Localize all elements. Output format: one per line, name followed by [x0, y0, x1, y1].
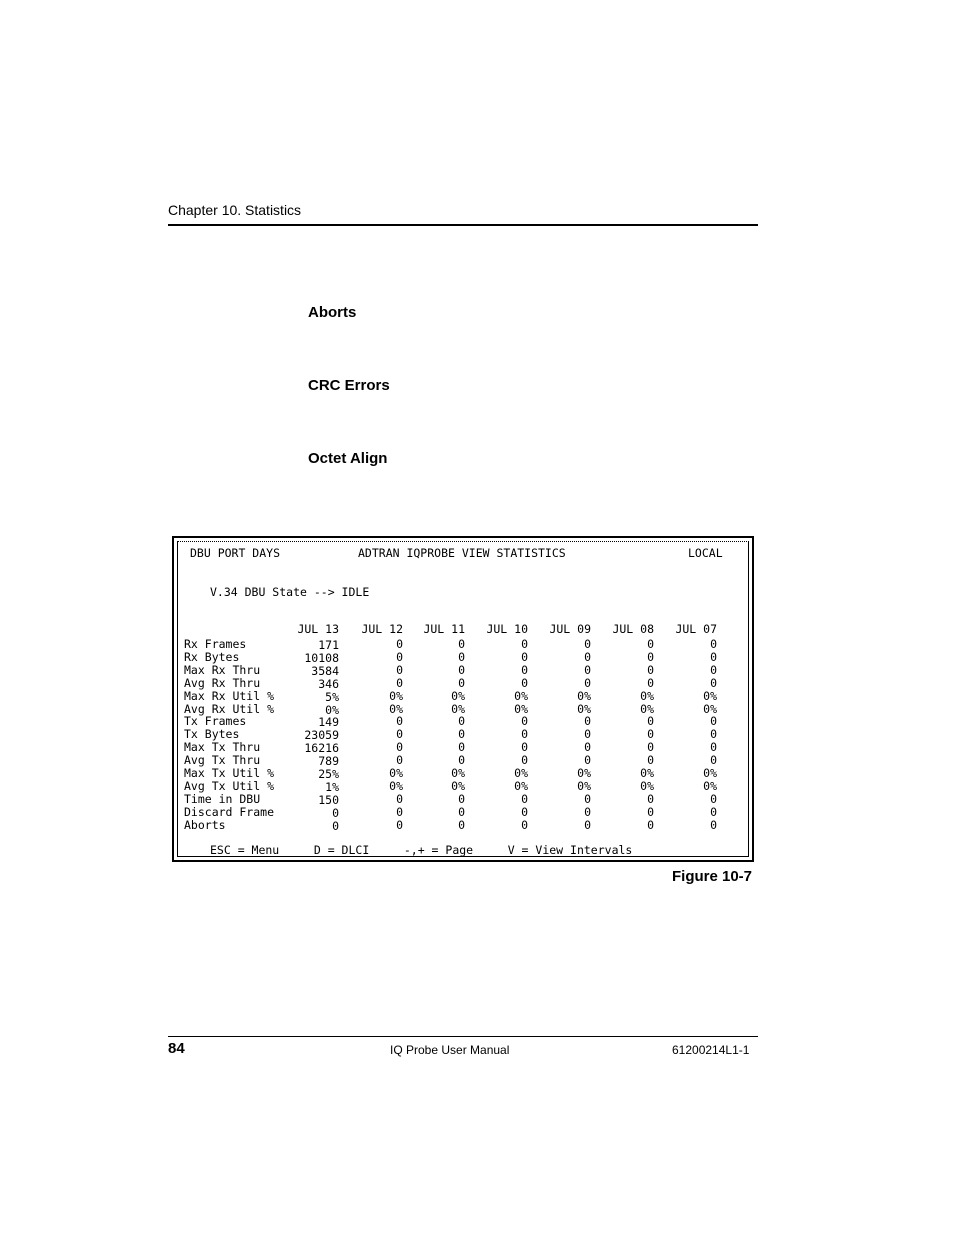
heading-octet-align: Octet Align — [308, 450, 388, 467]
heading-aborts: Aborts — [308, 304, 357, 321]
table-cell: 0 — [647, 804, 654, 819]
table-cell: 0% — [451, 766, 465, 780]
screen-title-center: ADTRAN IQPROBE VIEW STATISTICS — [358, 546, 566, 560]
table-cell: 0 — [332, 818, 339, 833]
table-cell: 0 — [396, 817, 403, 832]
row-label: Avg Tx Thru — [184, 753, 261, 768]
row-label: Rx Frames — [184, 637, 247, 651]
row-label: Aborts — [184, 817, 226, 832]
table-cell: 23059 — [304, 728, 339, 743]
table-cell: 0 — [458, 727, 465, 742]
table-cell: 0 — [521, 727, 528, 742]
table-cell: 0 — [584, 727, 591, 742]
table-cell: 0 — [396, 662, 403, 677]
table-cell: 5% — [325, 689, 339, 704]
table-cell: 0 — [584, 637, 591, 651]
table-cell: 0 — [584, 817, 591, 832]
table-cell: 0 — [521, 649, 528, 664]
table-cell: 0 — [647, 714, 654, 729]
table-cell: 0 — [396, 727, 403, 742]
chapter-header: Chapter 10. Statistics — [168, 202, 302, 218]
table-cell: 0 — [521, 753, 528, 768]
row-label: Max Rx Thru — [184, 662, 261, 677]
heading-crc-errors: CRC Errors — [308, 377, 390, 394]
table-cell: 0 — [458, 791, 465, 806]
table-cell: 0% — [451, 778, 465, 793]
table-cell: 0 — [332, 805, 339, 820]
table-cell: 0 — [396, 804, 403, 819]
table-cell: 0% — [577, 701, 591, 716]
column-header: JUL 08 — [612, 622, 654, 636]
table-cell: 0 — [584, 714, 591, 729]
table-cell: 16216 — [304, 741, 339, 756]
row-label: Max Tx Thru — [184, 740, 261, 755]
table-cell: 0 — [647, 649, 654, 664]
table-cell: 0 — [584, 649, 591, 664]
table-cell: 0% — [640, 766, 654, 780]
table-cell: 0 — [396, 675, 403, 690]
table-cell: 0% — [514, 766, 528, 780]
table-cell: 0% — [514, 778, 528, 793]
table-cell: 0% — [640, 778, 654, 793]
table-cell: 0 — [710, 804, 717, 819]
table-cell: 0% — [389, 688, 403, 703]
table-cell: 0 — [710, 740, 717, 755]
table-cell: 1% — [325, 779, 339, 794]
table-cell: 0% — [514, 688, 528, 703]
table-cell: 171 — [318, 638, 339, 652]
column-header: JUL 07 — [675, 622, 717, 636]
header-divider — [168, 224, 758, 226]
table-cell: 0 — [584, 662, 591, 677]
table-cell: 0 — [584, 791, 591, 806]
row-label: Rx Bytes — [184, 649, 240, 664]
table-cell: 346 — [318, 676, 339, 691]
table-cell: 0 — [710, 714, 717, 729]
table-cell: 0 — [521, 740, 528, 755]
row-label: Avg Tx Util % — [184, 778, 275, 793]
table-cell: 0 — [647, 675, 654, 690]
table-cell: 0 — [647, 817, 654, 832]
table-cell: 10108 — [304, 650, 339, 665]
row-label: Max Tx Util % — [184, 766, 275, 780]
table-cell: 0 — [710, 649, 717, 664]
row-label: Discard Frame — [184, 804, 275, 819]
table-cell: 0 — [521, 637, 528, 651]
table-cell: 0% — [451, 688, 465, 703]
table-cell: 0 — [521, 662, 528, 677]
screen-footer-keys: ESC = Menu D = DLCI -,+ = Page V = View Intervals — [210, 843, 633, 857]
table-cell: 0 — [710, 727, 717, 742]
table-cell: 0% — [514, 701, 528, 716]
table-cell: 3584 — [311, 663, 339, 678]
statistics-screen — [172, 536, 754, 862]
column-header: JUL 10 — [486, 622, 528, 636]
row-label: Avg Rx Util % — [184, 701, 275, 716]
row-label: Max Rx Util % — [184, 688, 275, 703]
table-cell: 0 — [458, 753, 465, 768]
table-cell: 0 — [647, 740, 654, 755]
page-number: 84 — [168, 1040, 185, 1057]
table-cell: 0 — [710, 753, 717, 768]
column-header: JUL 13 — [297, 622, 339, 636]
figure-caption: Figure 10-7 — [672, 868, 753, 885]
table-cell: 0% — [389, 766, 403, 780]
screen-title-right: LOCAL — [688, 546, 723, 560]
row-label: Time in DBU — [184, 791, 261, 806]
table-cell: 0 — [710, 675, 717, 690]
table-cell: 0 — [647, 727, 654, 742]
column-header: JUL 09 — [549, 622, 591, 636]
table-cell: 0 — [396, 649, 403, 664]
table-cell: 0 — [521, 804, 528, 819]
table-cell: 0 — [584, 804, 591, 819]
table-cell: 0% — [577, 688, 591, 703]
table-cell: 0 — [710, 791, 717, 806]
dbu-state-line: V.34 DBU State --> IDLE — [210, 585, 370, 599]
table-cell: 0 — [458, 675, 465, 690]
table-cell: 0% — [703, 701, 717, 716]
table-cell: 0% — [703, 778, 717, 793]
table-cell: 0% — [325, 702, 339, 717]
table-cell: 0 — [521, 675, 528, 690]
table-cell: 0% — [451, 701, 465, 716]
table-cell: 0% — [640, 701, 654, 716]
table-cell: 0 — [458, 714, 465, 729]
table-cell: 0 — [396, 637, 403, 651]
table-cell: 0 — [647, 791, 654, 806]
table-cell: 0% — [577, 766, 591, 780]
row-label: Tx Bytes — [184, 727, 240, 742]
table-cell: 149 — [318, 715, 339, 730]
column-header: JUL 12 — [361, 622, 403, 636]
table-cell: 0 — [458, 649, 465, 664]
table-cell: 0 — [647, 753, 654, 768]
table-cell: 0 — [396, 740, 403, 755]
table-cell: 25% — [318, 767, 339, 781]
table-cell: 0 — [396, 714, 403, 729]
table-cell: 0 — [458, 637, 465, 651]
table-cell: 0 — [710, 662, 717, 677]
table-cell: 0 — [521, 714, 528, 729]
table-cell: 0 — [396, 753, 403, 768]
manual-title: IQ Probe User Manual — [390, 1043, 510, 1057]
table-cell: 0% — [577, 778, 591, 793]
table-cell: 0 — [396, 791, 403, 806]
table-cell: 0 — [710, 637, 717, 651]
table-cell: 0% — [640, 688, 654, 703]
table-cell: 0 — [458, 817, 465, 832]
screen-inner-frame — [177, 541, 749, 857]
table-cell: 0 — [521, 791, 528, 806]
table-cell: 0 — [710, 817, 717, 832]
table-cell: 0 — [458, 804, 465, 819]
table-cell: 0 — [458, 740, 465, 755]
table-cell: 0 — [458, 662, 465, 677]
table-cell: 150 — [318, 792, 339, 807]
table-cell: 0 — [584, 675, 591, 690]
column-header: JUL 11 — [423, 622, 465, 636]
table-cell: 0 — [584, 753, 591, 768]
table-cell: 0% — [389, 778, 403, 793]
document-number: 61200214L1-1 — [672, 1043, 750, 1057]
row-label: Avg Rx Thru — [184, 675, 261, 690]
table-cell: 0 — [584, 740, 591, 755]
table-cell: 0% — [703, 688, 717, 703]
table-cell: 0 — [521, 817, 528, 832]
screen-title-left: DBU PORT DAYS — [190, 546, 281, 560]
row-label: Tx Frames — [184, 714, 247, 729]
footer-divider — [168, 1036, 758, 1037]
table-cell: 0% — [389, 701, 403, 716]
table-cell: 0 — [647, 637, 654, 651]
table-cell: 789 — [318, 754, 339, 769]
table-cell: 0 — [647, 662, 654, 677]
table-cell: 0% — [703, 766, 717, 780]
